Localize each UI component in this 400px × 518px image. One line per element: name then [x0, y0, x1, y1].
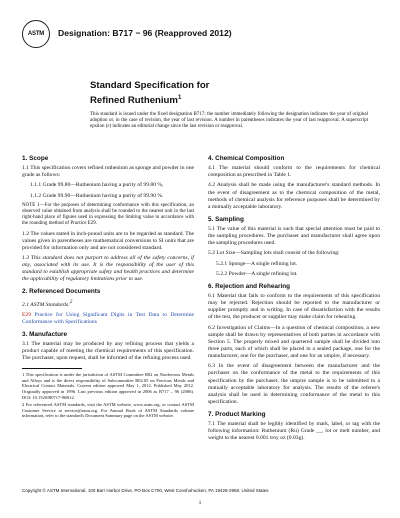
para-1-1-2: 1.1.2 Grade 99.90—Ruthenium having a purity of 99.90 %.: [30, 192, 164, 199]
footnote-1: 1 This specification is under the jurisdiction of ASTM Committee B02 on Nonferrous Metals and Alloys and is the direct responsibility of Subcommittee B02.05 on Precious Metals and Electrical Contact Materials. Current edition approved May 1, 2012. Published May 2012. Originally approved in 1996. Last previous edition approved in 2006 as B717 – 96 (2006). DOI: 10.1520/B0717-96R12.: [22, 372, 194, 400]
note-1: NOTE 1—For the purposes of determining conformance with this specification, an observed value obtained from analysis shall be rounded to the nearest unit in the last right-hand place of figures used in expressing the limiting value in accordance with the rounding method of Practice E29.: [22, 203, 194, 227]
title-footnote-ref: 1: [177, 95, 182, 101]
para-3-1: 3.1 The material may be produced by any refining process that yields a product capable of meeting the chemical requirements of this specification. The purchaser, upon request, shall be informed of the refining process used.: [22, 340, 194, 362]
section-1-heading: 1. Scope: [22, 155, 49, 162]
astm-logo: ASTM: [22, 20, 50, 48]
para-1-2: 1.2 The values stated in inch-pound units are to be regarded as standard. The values given in parentheses are mathematical conversions to SI units that are provided for information only and are not considered standard.: [22, 230, 194, 251]
e29-title-link[interactable]: Practice for Using Significant Digits in Test Data to Determine Conformance with Specifications: [22, 311, 194, 325]
para-4-2: 4.2 Analysis shall be made using the manufacturer's standard methods. In the event of disagreement as to the chemical composition of the metal, methods of chemical analysis for reference purposes shall be determined by a mutually acceptable laboratory.: [208, 182, 380, 210]
left-column: [22, 150, 194, 421]
title-line-1: Standard Specification for: [90, 80, 210, 91]
para-2-1: 2.1 ASTM Standards:$^2$: [22, 299, 73, 308]
para-5-2-2: 5.2.2 Powder—A single refining lot.: [216, 270, 298, 277]
right-column: [208, 150, 380, 446]
footnote-2: 2 For referenced ASTM standards, visit the ASTM website, www.astm.org, or contact ASTM Customer Service at service@astm.org. For Annual Book of ASTM Standards volume information, refer to the standard's Document Summary page on the ASTM website.: [22, 402, 194, 419]
copyright-line: Copyright © ASTM International, 100 Barr Harbor Drive, PO Box C700, West Conshohocken, PA 19428-2959. United States: [22, 488, 269, 493]
para-5-1: 5.1 The value of this material is such that special attention must be paid to the sampling procedures. The purchaser and manufacturer shall agree upon the sampling procedures used.: [208, 225, 380, 247]
footnotes: [22, 372, 194, 419]
section-3-heading: 3. Manufacture: [22, 330, 68, 338]
intro-paragraph: This standard is issued under the fixed designation B717; the number immediately following the designation indicates the year of original adoption or, in the case of revision, the year of last revision. A number in parentheses indicates the year of last reapproval. A superscript epsilon (ε) indicates an editorial change since the last revision or reapproval.: [90, 112, 368, 130]
reference-e29[interactable]: [22, 312, 194, 326]
designation: Designation: B717 − 96 (Reapproved 2012): [58, 28, 232, 38]
para-1-1: 1.1 This specification covers refined ruthenium as sponge and powder in one grade as follows:: [22, 165, 195, 179]
page-number: 1: [198, 500, 202, 506]
e29-code-link[interactable]: E29: [22, 311, 32, 318]
para-1-1-1: 1.1.1 Grade 99.80—Ruthenium having a purity of 99.80 %,: [30, 182, 164, 189]
section-5-heading: 5. Sampling: [208, 215, 244, 223]
section-7-heading: 7. Product Marking: [208, 410, 266, 418]
para-7-1: 7.1 The material shall be legibly identified by mark, label, or tag with the following information: Ruthenium (Ru) Grade __, lot or melt number, and weight to the nearest 0.001 troy oz (0.03g).: [208, 421, 380, 442]
para-6-3: 6.3 In the event of disagreement between the manufacturer and the purchaser on the conformance of the metal to the requirements of this specification by the purchaser, the umpire sample is to be submitted to a mutually acceptable laboratory for analysis. The results of the referee's analysis shall be used in determining conformance of the metal to this specification.: [208, 363, 380, 405]
section-2-heading: 2. Referenced Documents: [22, 288, 101, 296]
footnote-rule: [22, 368, 82, 369]
para-5-2: 5.2 Lot Size—Sampling lots shall consist of the following:: [208, 250, 340, 257]
title-line-2: Refined Ruthenium$^1$: [90, 95, 182, 107]
para-6-2: 6.2 Investigation of Claims—In a question of chemical composition, a new sample shall be drawn by representatives of both parties in accordance with Section 5. The properly mixed and quartered sample shall be divided into three parts, each of which shall be placed in a sealed package, one for the manufacturer, one for the purchaser, and one for an umpire, if necessary.: [208, 324, 380, 360]
para-1-3: 1.3 This standard does not purport to address all of the safety concerns, if any, associated with its use. It is the responsibility of the user of this standard to establish appropriate safety and health practices and determine the applicability of regulatory limitations prior to use.: [22, 255, 194, 283]
para-4-1: 4.1 The material should conform to the requirements for chemical composition as prescribed in Table 1.: [208, 165, 380, 179]
para-6-1: 6.1 Material that fails to conform to the requirements of this specification may be rejected. Rejection should be reported to the manufacturer or supplier promptly and in writing. In case of dissatisfaction with the results of the test, the producer or supplier may make claim for rehearing.: [208, 293, 380, 321]
section-4-heading: 4. Chemical Composition: [208, 155, 285, 162]
para-5-2-1: 5.2.1 Sponge—A single refining lot.: [216, 260, 298, 267]
section-6-heading: 6. Rejection and Rehearing: [208, 283, 291, 291]
document-title: [90, 80, 350, 107]
